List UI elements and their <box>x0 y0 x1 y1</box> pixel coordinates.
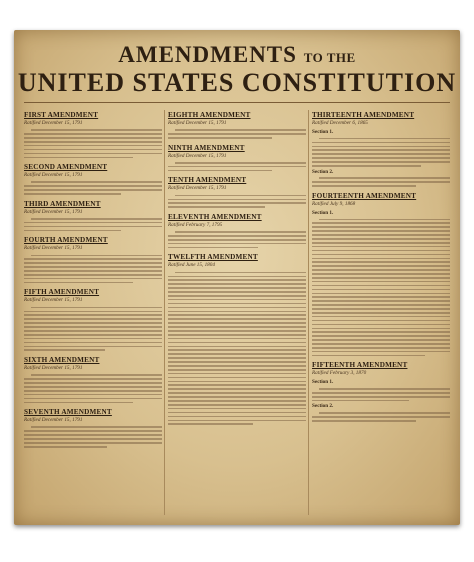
text-line <box>24 330 162 332</box>
section-label: Section 1. <box>312 209 334 216</box>
text-line <box>24 438 162 440</box>
text-line <box>24 137 162 139</box>
text-line <box>312 146 450 148</box>
text-line <box>312 242 450 244</box>
text-line <box>168 239 306 241</box>
text-line <box>168 307 306 309</box>
text-line <box>319 219 450 221</box>
text-line <box>312 165 421 167</box>
text-line <box>168 404 306 406</box>
amendment-article <box>24 162 162 195</box>
text-line <box>312 285 450 287</box>
text-line <box>312 222 450 224</box>
amendment-title: EIGHTH AMENDMENT <box>168 111 251 119</box>
text-line <box>168 369 306 371</box>
ratified-date: Ratified December 15, 1791 <box>168 185 227 192</box>
text-line <box>319 138 450 140</box>
text-line <box>168 416 306 418</box>
title-amendments: AMENDMENTS <box>118 42 297 67</box>
text-line <box>312 392 450 394</box>
text-line <box>168 361 306 363</box>
section-label: Section 1. <box>312 129 334 135</box>
text-line <box>24 394 162 396</box>
amendment-title: THIRD AMENDMENT <box>24 199 101 208</box>
amendment-article <box>312 360 450 421</box>
amendment-article <box>24 287 162 351</box>
text-line <box>312 142 450 144</box>
text-line <box>168 420 306 422</box>
text-line <box>24 334 162 336</box>
text-line <box>168 392 306 394</box>
text-line <box>312 250 450 252</box>
text-line <box>168 400 306 402</box>
title-rule <box>24 102 450 103</box>
text-line <box>168 287 306 289</box>
text-line <box>168 303 306 305</box>
document-title <box>14 42 460 68</box>
text-line <box>24 314 162 316</box>
text-line <box>168 349 306 351</box>
text-line <box>312 254 450 256</box>
text-line <box>168 170 272 172</box>
text-line <box>31 181 162 183</box>
text-line <box>312 293 450 295</box>
text-line <box>312 181 450 183</box>
text-line <box>168 334 306 336</box>
text-line <box>168 166 306 168</box>
text-line <box>312 400 409 402</box>
text-line <box>312 261 450 263</box>
text-line <box>168 314 306 316</box>
text-line <box>24 390 162 392</box>
text-line <box>168 318 306 320</box>
text-line <box>312 339 450 341</box>
text-line <box>24 318 162 320</box>
text-line <box>168 299 306 301</box>
text-line <box>168 346 306 348</box>
ratified-date: Ratified December 6, 1865 <box>312 120 368 126</box>
text-line <box>168 326 306 328</box>
ratified-date: Ratified February 3, 1870 <box>312 370 367 377</box>
text-line <box>24 378 162 380</box>
ratified-date: Ratified December 15, 1791 <box>168 152 227 159</box>
amendment-title: FIFTH AMENDMENT <box>24 288 100 297</box>
text-line <box>24 402 133 404</box>
amendment-article <box>24 110 162 158</box>
text-line <box>24 342 162 344</box>
text-line <box>24 382 162 384</box>
text-line <box>312 396 450 398</box>
text-line <box>168 342 306 344</box>
text-line <box>312 420 416 422</box>
text-line <box>312 234 450 236</box>
amendment-title: THIRTEENTH AMENDMENT <box>312 111 415 119</box>
text-line <box>168 137 272 139</box>
amendment-article <box>168 110 306 139</box>
text-line <box>168 338 306 340</box>
amendments-document <box>14 30 460 525</box>
text-line <box>312 296 450 298</box>
text-line <box>312 238 450 240</box>
text-line <box>24 270 162 272</box>
text-line <box>24 153 162 155</box>
text-line <box>168 202 306 204</box>
document-subtitle: UNITED STATES CONSTITUTION <box>17 68 457 97</box>
amendment-article <box>168 175 306 208</box>
amendment-article <box>312 191 450 357</box>
ratified-date: Ratified February 7, 1795 <box>168 221 223 228</box>
ratified-date: Ratified December 15, 1791 <box>24 208 83 215</box>
text-line <box>312 226 450 228</box>
text-line <box>312 258 450 260</box>
text-line <box>24 386 162 388</box>
amendment-title: ELEVENTH AMENDMENT <box>168 212 262 221</box>
text-line <box>24 141 162 143</box>
text-line <box>312 230 450 232</box>
text-line <box>24 434 162 436</box>
text-line <box>312 316 450 318</box>
text-line <box>175 231 306 233</box>
text-line <box>168 412 306 414</box>
text-line <box>312 185 416 187</box>
amendment-article <box>24 355 162 403</box>
text-line <box>175 272 306 274</box>
text-line <box>24 346 162 348</box>
text-line <box>168 276 306 278</box>
amendment-title: SECOND AMENDMENT <box>24 163 108 172</box>
text-line <box>175 162 306 164</box>
section-label: Section 2. <box>312 403 334 410</box>
text-line <box>312 153 450 155</box>
text-line <box>24 157 133 159</box>
amendment-title: FOURTH AMENDMENT <box>24 236 108 245</box>
text-line <box>24 338 162 340</box>
ratified-date: Ratified December 15, 1791 <box>24 245 83 252</box>
ratified-date: Ratified July 9, 1868 <box>312 200 356 207</box>
ratified-date: Ratified December 15, 1791 <box>24 417 83 424</box>
text-line <box>312 331 450 333</box>
text-line <box>312 308 450 310</box>
amendment-article <box>312 110 450 187</box>
text-line <box>312 265 450 267</box>
text-line <box>24 226 162 228</box>
text-line <box>312 300 450 302</box>
ratified-date: Ratified December 15, 1791 <box>24 172 83 179</box>
amendment-article <box>24 199 162 232</box>
text-line <box>31 255 162 257</box>
text-line <box>24 193 121 195</box>
amendment-title: NINTH AMENDMENT <box>168 143 245 152</box>
ratified-date: Ratified December 15, 1791 <box>24 120 83 126</box>
text-line <box>168 206 265 208</box>
column-2 <box>168 110 306 522</box>
amendment-article <box>168 143 306 172</box>
text-line <box>319 388 450 390</box>
amendment-title: SEVENTH AMENDMENT <box>24 408 112 417</box>
text-line <box>312 304 450 306</box>
text-line <box>31 129 162 131</box>
amendment-title: SIXTH AMENDMENT <box>24 356 100 365</box>
amendment-title: FIRST AMENDMENT <box>24 111 99 119</box>
text-line <box>312 355 425 357</box>
text-line <box>168 322 306 324</box>
text-line <box>24 446 107 448</box>
text-line <box>312 343 450 345</box>
text-line <box>312 324 450 326</box>
text-line <box>312 269 450 271</box>
text-line <box>31 374 162 376</box>
ratified-date: Ratified June 15, 1804 <box>168 262 215 269</box>
column-divider <box>308 110 309 515</box>
text-line <box>312 157 450 159</box>
amendment-title: TWELFTH AMENDMENT <box>168 253 258 262</box>
text-line <box>31 426 162 428</box>
text-line <box>168 365 306 367</box>
text-line <box>312 347 450 349</box>
text-line <box>168 295 306 297</box>
text-line <box>168 279 306 281</box>
text-line <box>24 266 162 268</box>
section-label: Section 2. <box>312 168 334 175</box>
amendment-title: FOURTEENTH AMENDMENT <box>312 191 417 200</box>
text-line <box>24 258 162 260</box>
text-line <box>175 129 306 131</box>
text-line <box>24 349 105 351</box>
amendment-title: TENTH AMENDMENT <box>168 176 247 185</box>
text-line <box>24 185 162 187</box>
text-line <box>168 423 253 425</box>
column-3 <box>312 110 450 522</box>
amendment-article <box>24 407 162 447</box>
text-line <box>312 246 450 248</box>
text-line <box>24 442 162 444</box>
text-line <box>168 247 258 249</box>
text-line <box>24 149 162 151</box>
text-line <box>319 412 450 414</box>
text-line <box>312 277 450 279</box>
text-line <box>312 335 450 337</box>
text-line <box>319 177 450 179</box>
text-line <box>31 307 162 309</box>
text-line <box>24 145 162 147</box>
text-line <box>24 311 162 313</box>
text-line <box>24 322 162 324</box>
ratified-date: Ratified December 15, 1791 <box>168 120 227 126</box>
amendment-article <box>168 252 306 425</box>
text-line <box>312 273 450 275</box>
text-line <box>168 353 306 355</box>
text-line <box>168 199 306 201</box>
text-line <box>24 274 162 276</box>
text-line <box>168 291 306 293</box>
text-line <box>168 357 306 359</box>
text-line <box>24 278 162 280</box>
text-line <box>312 281 450 283</box>
text-line <box>31 218 162 220</box>
text-line <box>168 311 306 313</box>
text-line <box>24 133 162 135</box>
text-line <box>312 351 450 353</box>
text-line <box>168 235 306 237</box>
text-line <box>24 230 121 232</box>
text-line <box>312 320 450 322</box>
text-line <box>24 430 162 432</box>
text-line <box>168 373 306 375</box>
text-line <box>312 289 450 291</box>
ratified-date: Ratified December 15, 1791 <box>24 365 83 372</box>
text-line <box>168 381 306 383</box>
column-1 <box>24 110 162 522</box>
section-label: Section 1. <box>312 379 334 386</box>
text-line <box>24 326 162 328</box>
text-line <box>312 328 450 330</box>
amendment-article <box>24 235 162 283</box>
ratified-date: Ratified December 15, 1791 <box>24 297 83 304</box>
text-line <box>168 408 306 410</box>
text-line <box>312 312 450 314</box>
text-line <box>175 195 306 197</box>
text-line <box>168 377 306 379</box>
text-line <box>24 189 162 191</box>
text-line <box>312 416 450 418</box>
text-line <box>24 398 162 400</box>
text-line <box>312 161 450 163</box>
text-line <box>168 243 306 245</box>
text-line <box>24 282 133 284</box>
column-divider <box>164 110 165 515</box>
amendment-title: FIFTEENTH AMENDMENT <box>312 361 408 370</box>
text-line <box>168 396 306 398</box>
text-line <box>168 330 306 332</box>
text-line <box>168 384 306 386</box>
text-line <box>312 149 450 151</box>
text-line <box>168 133 306 135</box>
text-line <box>168 283 306 285</box>
text-line <box>24 262 162 264</box>
title-to-the: TO THE <box>303 50 356 65</box>
text-line <box>24 222 162 224</box>
text-line <box>168 388 306 390</box>
amendment-article <box>168 212 306 248</box>
